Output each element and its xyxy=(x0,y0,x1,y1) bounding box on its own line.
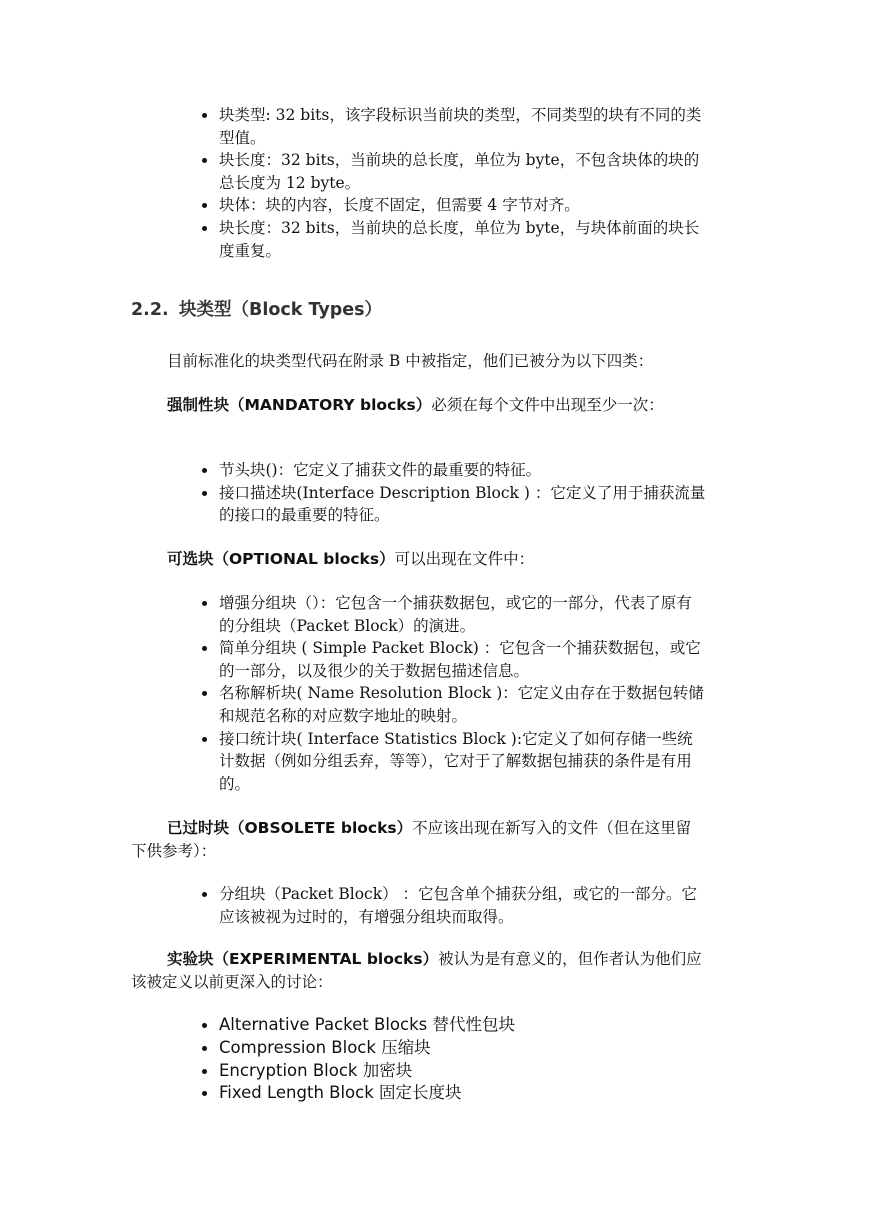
obsolete-paragraph xyxy=(131,817,706,863)
optional-list xyxy=(201,592,706,795)
experimental-list xyxy=(201,1014,706,1105)
optional-text: 可以出现在文件中： xyxy=(394,550,535,568)
mandatory-paragraph xyxy=(131,394,706,417)
mandatory-list xyxy=(201,459,706,527)
mandatory-text: 必须在每个文件中出现至少一次： xyxy=(431,396,664,414)
list-item: 块类型: 32 bits，该字段标识当前块的类型，不同类型的块有不同的类型值。 xyxy=(201,104,706,149)
optional-paragraph xyxy=(131,548,706,571)
list-item: 接口描述块(Interface Description Block ) ：它定义了用于捕获流量的接口的最重要的特征。 xyxy=(201,482,706,527)
obsolete-label: 已过时块（OBSOLETE blocks） xyxy=(167,819,413,837)
block-structure-list xyxy=(201,104,706,262)
list-item: 增强分组块（）：它包含一个捕获数据包，或它的一部分，代表了原有的分组块（Packet Block）的演进。 xyxy=(201,592,706,637)
optional-label: 可选块（OPTIONAL blocks） xyxy=(167,550,395,568)
list-item: 块长度：32 bits，当前块的总长度，单位为 byte，不包含块体的块的总长度为 12 byte。 xyxy=(201,149,706,194)
experimental-paragraph xyxy=(131,948,706,994)
list-item: Encryption Block 加密块 xyxy=(201,1060,706,1083)
list-item: Fixed Length Block 固定长度块 xyxy=(201,1082,706,1105)
obsolete-text: 不应该出现在新写入的文件（但在这里留下供参考）： xyxy=(131,819,692,860)
mandatory-label: 强制性块（MANDATORY blocks） xyxy=(167,396,432,414)
list-item: 分组块（Packet Block） ：它包含单个捕获分组，或它的一部分。它应该被视为过时的，有增强分组块而取得。 xyxy=(201,883,706,928)
list-item: 块体：块的内容，长度不固定，但需要 4 字节对齐。 xyxy=(201,194,706,217)
list-item: 接口统计块( Interface Statistics Block ):它定义了如何存储一些统计数据（例如分组丢弃，等等），它对于了解数据包捕获的条件是有用的。 xyxy=(201,728,706,796)
list-item: 简单分组块 ( Simple Packet Block) ：它包含一个捕获数据包，或它的一部分，以及很少的关于数据包描述信息。 xyxy=(201,637,706,682)
obsolete-list xyxy=(201,883,706,928)
section-heading xyxy=(131,296,382,321)
list-item: 块长度：32 bits，当前块的总长度，单位为 byte，与块体前面的块长度重复。 xyxy=(201,217,706,262)
experimental-text: 被认为是有意义的，但作者认为他们应该被定义以前更深入的讨论： xyxy=(131,950,702,991)
intro-paragraph: 目前标准化的块类型代码在附录 B 中被指定，他们已被分为以下四类： xyxy=(167,352,654,370)
list-item: Alternative Packet Blocks 替代性包块 xyxy=(201,1014,706,1037)
list-item: 名称解析块( Name Resolution Block )：它定义由存在于数据包转储和规范名称的对应数字地址的映射。 xyxy=(201,682,706,727)
list-item: 节头块()：它定义了捕获文件的最重要的特征。 xyxy=(201,459,706,482)
section-title: 块类型（Block Types） xyxy=(179,300,383,320)
section-number: 2.2. xyxy=(131,300,169,320)
list-item: Compression Block 压缩块 xyxy=(201,1037,706,1060)
experimental-label: 实验块（EXPERIMENTAL blocks） xyxy=(167,950,439,968)
